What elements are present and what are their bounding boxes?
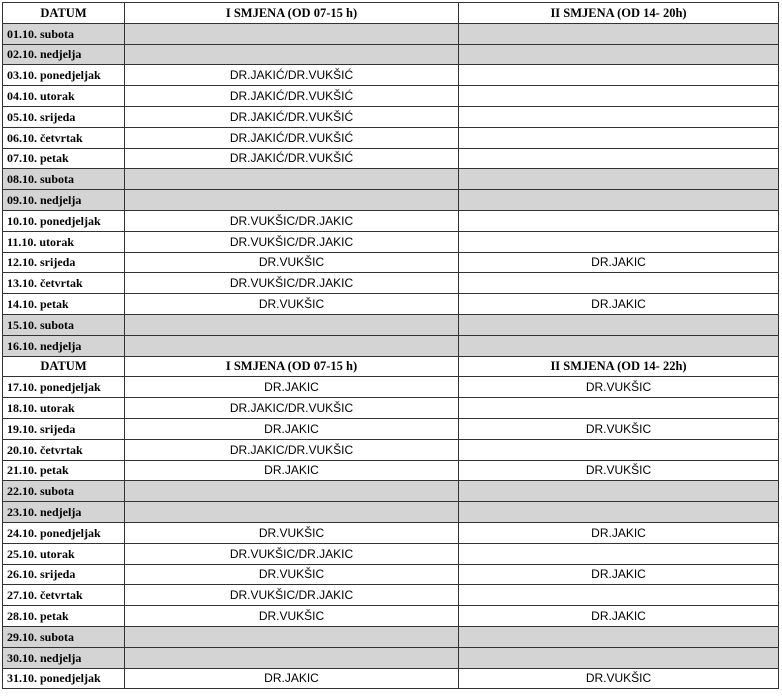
shift-1-cell [125,314,459,335]
table-row [3,86,779,107]
date-cell: 29.10. subota [3,626,125,647]
table-row [3,335,779,356]
shift-1-cell: DR.VUKŠIC [125,564,459,585]
shift-1-cell: DR.JAKIĆ/DR.VUKŠIĆ [125,65,459,86]
table-row [3,127,779,148]
shift-2-cell: DR.JAKIC [459,294,779,315]
header-shift-1: I SMJENA (OD 07-15 h) [125,356,459,377]
date-cell: 09.10. nedjelja [3,190,125,211]
table-row [3,502,779,523]
shift-2-cell: DR.VUKŠIC [459,418,779,439]
date-cell: 03.10. ponedjeljak [3,65,125,86]
schedule-document [2,2,779,689]
shift-1-cell [125,44,459,65]
shift-1-cell [125,647,459,668]
header-shift-2: II SMJENA (OD 14- 22h) [459,356,779,377]
schedule-block-1 [3,3,779,357]
header-row [3,3,779,24]
shift-1-cell: DR.VUKŠIC/DR.JAKIC [125,273,459,294]
header-datum: DATUM [3,3,125,24]
shift-2-cell: DR.VUKŠIC [459,668,779,689]
shift-schedule-table [2,2,779,689]
shift-1-cell: DR.VUKŠIC [125,294,459,315]
table-row [3,460,779,481]
shift-1-cell [125,502,459,523]
table-row [3,543,779,564]
date-cell: 05.10. srijeda [3,106,125,127]
shift-2-cell [459,44,779,65]
date-cell: 04.10. utorak [3,86,125,107]
date-cell: 20.10. četvrtak [3,439,125,460]
table-row [3,23,779,44]
date-cell: 17.10. ponedjeljak [3,377,125,398]
shift-1-cell: DR.JAKIĆ/DR.VUKŠIĆ [125,148,459,169]
shift-2-cell [459,148,779,169]
header-shift-1: I SMJENA (OD 07-15 h) [125,3,459,24]
shift-1-cell: DR.JAKIC [125,377,459,398]
table-row [3,314,779,335]
shift-1-cell: DR.VUKŠIC/DR.JAKIC [125,543,459,564]
shift-1-cell [125,190,459,211]
shift-1-cell: DR.JAKIĆ/DR.VUKŠIĆ [125,106,459,127]
table-row [3,44,779,65]
date-cell: 22.10. subota [3,481,125,502]
date-cell: 18.10. utorak [3,398,125,419]
shift-1-cell [125,626,459,647]
date-cell: 19.10. srijeda [3,418,125,439]
date-cell: 10.10. ponedjeljak [3,210,125,231]
shift-2-cell: DR.VUKŠIC [459,460,779,481]
shift-1-cell: DR.JAKIC [125,418,459,439]
table-row [3,606,779,627]
shift-2-cell [459,210,779,231]
date-cell: 07.10. petak [3,148,125,169]
date-cell: 11.10. utorak [3,231,125,252]
date-cell: 12.10. srijeda [3,252,125,273]
shift-2-cell [459,398,779,419]
date-cell: 21.10. petak [3,460,125,481]
table-row [3,418,779,439]
shift-2-cell [459,585,779,606]
date-cell: 06.10. četvrtak [3,127,125,148]
table-row [3,273,779,294]
schedule-block-2 [3,356,779,689]
table-row [3,106,779,127]
shift-1-cell [125,481,459,502]
shift-2-cell [459,127,779,148]
table-row [3,647,779,668]
table-row [3,564,779,585]
shift-2-cell [459,273,779,294]
table-row [3,585,779,606]
table-row [3,190,779,211]
shift-2-cell [459,86,779,107]
header-shift-2: II SMJENA (OD 14- 20h) [459,3,779,24]
table-row [3,522,779,543]
shift-2-cell: DR.JAKIC [459,564,779,585]
table-row [3,169,779,190]
table-row [3,252,779,273]
shift-2-cell [459,231,779,252]
shift-1-cell: DR.VUKŠIC/DR.JAKIC [125,585,459,606]
table-row [3,481,779,502]
shift-2-cell: DR.JAKIC [459,606,779,627]
table-row [3,231,779,252]
shift-1-cell: DR.JAKIC [125,460,459,481]
date-cell: 24.10. ponedjeljak [3,522,125,543]
shift-2-cell: DR.JAKIC [459,252,779,273]
shift-1-cell: DR.VUKŠIC [125,252,459,273]
shift-1-cell: DR.VUKŠIC [125,522,459,543]
table-row [3,65,779,86]
date-cell: 08.10. subota [3,169,125,190]
shift-2-cell [459,481,779,502]
shift-2-cell [459,502,779,523]
table-row [3,439,779,460]
header-row [3,356,779,377]
shift-1-cell: DR.JAKIĆ/DR.VUKŠIĆ [125,86,459,107]
date-cell: 13.10. četvrtak [3,273,125,294]
shift-2-cell [459,626,779,647]
shift-2-cell: DR.JAKIC [459,522,779,543]
table-row [3,210,779,231]
shift-1-cell: DR.JAKIC [125,668,459,689]
date-cell: 30.10. nedjelja [3,647,125,668]
shift-2-cell [459,335,779,356]
date-cell: 23.10. nedjelja [3,502,125,523]
date-cell: 02.10. nedjelja [3,44,125,65]
shift-1-cell [125,23,459,44]
shift-2-cell [459,106,779,127]
shift-1-cell: DR.JAKIĆ/DR.VUKŠIĆ [125,127,459,148]
shift-2-cell [459,23,779,44]
date-cell: 16.10. nedjelja [3,335,125,356]
date-cell: 15.10. subota [3,314,125,335]
shift-1-cell: DR.VUKŠIC [125,606,459,627]
date-cell: 25.10. utorak [3,543,125,564]
table-row [3,148,779,169]
date-cell: 27.10. četvrtak [3,585,125,606]
shift-1-cell: DR.JAKIC/DR.VUKŠIC [125,398,459,419]
date-cell: 28.10. petak [3,606,125,627]
shift-1-cell [125,169,459,190]
date-cell: 26.10. srijeda [3,564,125,585]
shift-1-cell [125,335,459,356]
shift-2-cell [459,314,779,335]
shift-1-cell: DR.JAKIC/DR.VUKŠIC [125,439,459,460]
table-row [3,398,779,419]
date-cell: 14.10. petak [3,294,125,315]
shift-1-cell: DR.VUKŠIC/DR.JAKIC [125,210,459,231]
header-datum: DATUM [3,356,125,377]
table-row [3,668,779,689]
date-cell: 31.10. ponedjeljak [3,668,125,689]
table-row [3,294,779,315]
shift-2-cell [459,169,779,190]
shift-2-cell [459,647,779,668]
shift-2-cell [459,190,779,211]
shift-2-cell [459,439,779,460]
shift-1-cell: DR.VUKŠIC/DR.JAKIC [125,231,459,252]
table-row [3,626,779,647]
date-cell: 01.10. subota [3,23,125,44]
table-row [3,377,779,398]
shift-2-cell [459,543,779,564]
shift-2-cell [459,65,779,86]
shift-2-cell: DR.VUKŠIC [459,377,779,398]
